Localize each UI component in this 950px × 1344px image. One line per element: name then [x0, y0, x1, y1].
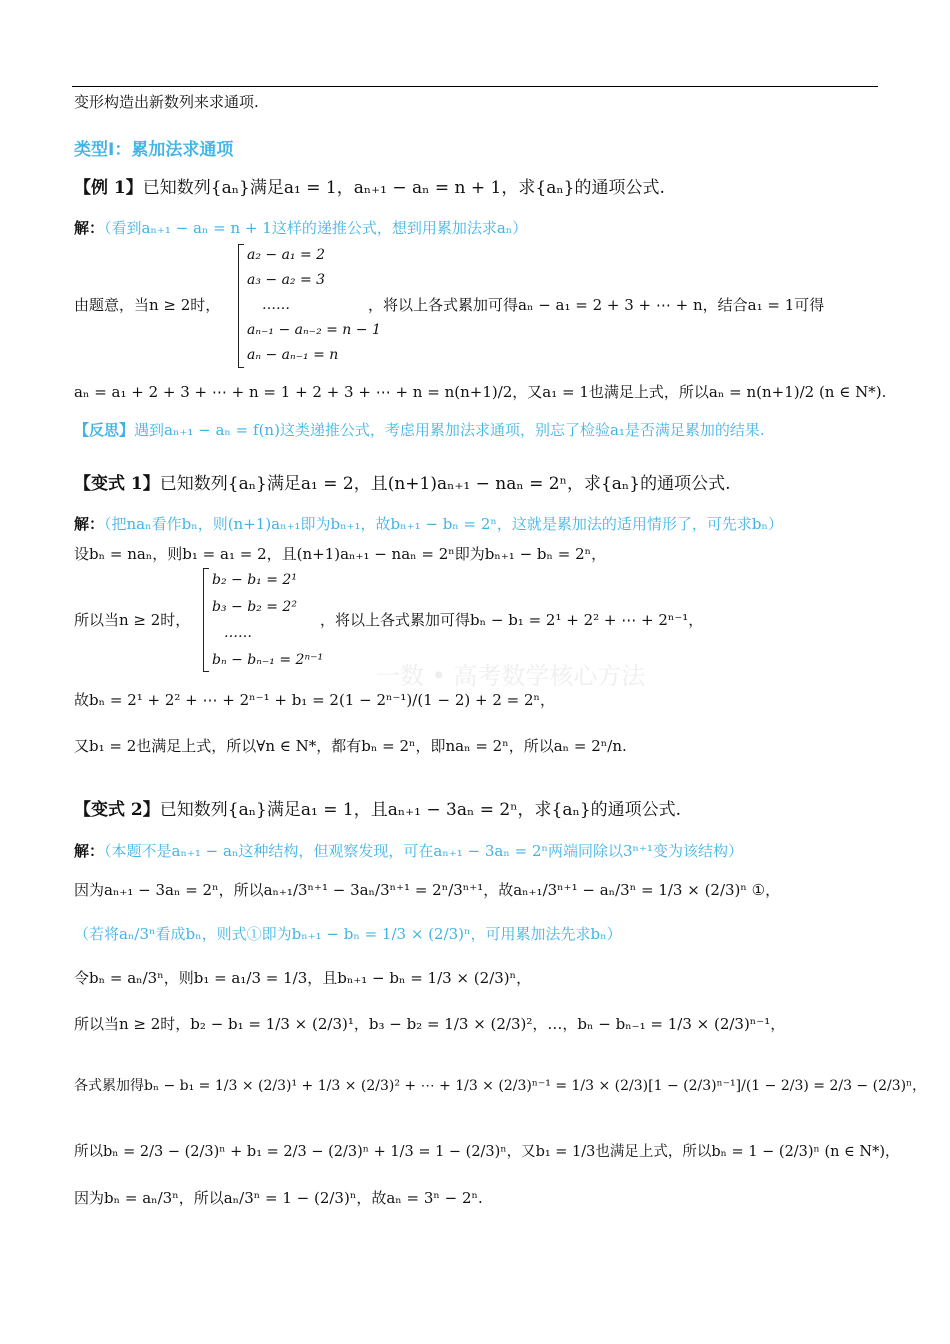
example-1-result: aₙ = a₁ + 2 + 3 + ⋯ + n = 1 + 2 + 3 + ⋯ + n = n(n+1)/2，又a₁ = 1也满足上式，所以aₙ = n(n+1)/2 (n ∈ N*).: [74, 383, 887, 401]
variant-1-label: 【变式 1】: [74, 474, 160, 494]
system-row: ……: [224, 625, 252, 641]
solution-label: 解：: [74, 515, 105, 533]
reflection-text: 遇到aₙ₊₁ − aₙ = f(n)这类递推公式，考虑用累加法求通项，别忘了检验a₁是否满足累加的结果.: [134, 421, 765, 439]
system-row: b₃ − b₂ = 2²: [212, 599, 297, 615]
header-rule: [72, 86, 878, 87]
example-1-accumulate: ，将以上各式累加可得aₙ − a₁ = 2 + 3 + ⋯ + n，结合a₁ = 1可得: [368, 296, 825, 314]
variant-1-accumulate: ，将以上各式累加可得bₙ − b₁ = 2¹ + 2² + ⋯ + 2ⁿ⁻¹，: [320, 611, 704, 629]
system-row: b₂ − b₁ = 2¹: [212, 572, 297, 588]
solution-label: 解：: [74, 219, 105, 237]
system-row: ……: [262, 297, 290, 313]
example-1-problem: [74, 178, 665, 198]
intro-text: 变形构造出新数列来求通项.: [74, 93, 259, 111]
variant-1-line: 又b₁ = 2也满足上式，所以∀n ∈ N*，都有bₙ = 2ⁿ，即naₙ = 2ⁿ，所以aₙ = 2ⁿ/n.: [74, 737, 627, 755]
reflection-label: 【反思】: [74, 421, 135, 439]
solution-label: 解：: [74, 842, 105, 860]
reflection: [74, 420, 765, 440]
variant-2-text: 已知数列{aₙ}满足a₁ = 1，且aₙ₊₁ − 3aₙ = 2ⁿ，求{aₙ}的通项公式.: [159, 800, 682, 820]
variant-2-hint-line: [74, 841, 743, 861]
variant-2-hint-2: （若将aₙ/3ⁿ看成bₙ，则式①即为bₙ₊₁ − bₙ = 1/3 × (2/3)ⁿ，可用累加法先求bₙ）: [74, 925, 622, 943]
variant-2-line: 因为bₙ = aₙ/3ⁿ，所以aₙ/3ⁿ = 1 − (2/3)ⁿ，故aₙ = 3ⁿ − 2ⁿ.: [74, 1189, 483, 1207]
variant-2-line: 所以bₙ = 2/3 − (2/3)ⁿ + b₁ = 2/3 − (2/3)ⁿ + 1/3 = 1 − (2/3)ⁿ，又b₁ = 1/3也满足上式，所以bₙ = 1 − (2/3)ⁿ (n ∈ N*)，: [74, 1144, 900, 1160]
variant-1-line: 设bₙ = naₙ，则b₁ = a₁ = 2，且(n+1)aₙ₊₁ − naₙ = 2ⁿ即为bₙ₊₁ − bₙ = 2ⁿ，: [74, 545, 607, 563]
example-1-lead: 由题意，当n ≥ 2时，: [74, 296, 221, 314]
example-1-text: 已知数列{aₙ}满足a₁ = 1，aₙ₊₁ − aₙ = n + 1，求{aₙ}的通项公式.: [142, 178, 665, 198]
watermark: 一数 • 高考数学核心方法: [376, 662, 646, 690]
example-1-label: 【例 1】: [74, 178, 143, 198]
system-row: aₙ − aₙ₋₁ = n: [247, 347, 339, 363]
system-row: a₃ − a₂ = 3: [247, 272, 326, 288]
variant-1-hint-line: [74, 514, 783, 534]
variant-1-text: 已知数列{aₙ}满足a₁ = 2，且(n+1)aₙ₊₁ − naₙ = 2ⁿ，求{aₙ}的通项公式.: [159, 474, 731, 494]
left-brace: [238, 244, 244, 368]
variant-1-lead: 所以当n ≥ 2时，: [74, 611, 191, 629]
example-1-hint-line: [74, 218, 527, 238]
left-brace: [203, 568, 209, 672]
variant-2-line: 所以当n ≥ 2时，b₂ − b₁ = 1/3 × (2/3)¹，b₃ − b₂ = 1/3 × (2/3)²，…，bₙ − bₙ₋₁ = 1/3 × (2/3)ⁿ⁻¹，: [74, 1015, 786, 1033]
variant-1-hint: （把naₙ看作bₙ，则(n+1)aₙ₊₁即为bₙ₊₁，故bₙ₊₁ − bₙ = 2ⁿ，这就是累加法的适用情形了，可先求bₙ）: [104, 515, 784, 533]
variant-2-line: 令bₙ = aₙ/3ⁿ，则b₁ = a₁/3 = 1/3，且bₙ₊₁ − bₙ = 1/3 × (2/3)ⁿ，: [74, 969, 532, 987]
system-row: aₙ₋₁ − aₙ₋₂ = n − 1: [247, 322, 381, 338]
variant-2-hint: （本题不是aₙ₊₁ − aₙ这种结构，但观察发现，可在aₙ₊₁ − 3aₙ = 2ⁿ两端同除以3ⁿ⁺¹变为该结构）: [104, 842, 743, 860]
variant-2-label: 【变式 2】: [74, 800, 160, 820]
system-row: a₂ − a₁ = 2: [247, 247, 326, 263]
variant-2-problem: [74, 800, 681, 820]
section-title: 类型Ⅰ：累加法求通项: [74, 140, 234, 160]
variant-2-line: 因为aₙ₊₁ − 3aₙ = 2ⁿ，所以aₙ₊₁/3ⁿ⁺¹ − 3aₙ/3ⁿ⁺¹ = 2ⁿ/3ⁿ⁺¹，故aₙ₊₁/3ⁿ⁺¹ − aₙ/3ⁿ = 1/3 × (2/3)ⁿ ①，: [74, 881, 781, 899]
system-row: bₙ − bₙ₋₁ = 2ⁿ⁻¹: [212, 652, 324, 668]
variant-1-line: 故bₙ = 2¹ + 2² + ⋯ + 2ⁿ⁻¹ + b₁ = 2(1 − 2ⁿ⁻¹)/(1 − 2) + 2 = 2ⁿ，: [74, 691, 556, 709]
variant-2-line: 各式累加得bₙ − b₁ = 1/3 × (2/3)¹ + 1/3 × (2/3)² + ⋯ + 1/3 × (2/3)ⁿ⁻¹ = 1/3 × (2/3)[1 − (2/3)ⁿ⁻¹]/(1 − 2/3) = 2/3 − (2/3)ⁿ，: [74, 1078, 927, 1094]
variant-1-problem: [74, 474, 730, 494]
example-1-hint: （看到aₙ₊₁ − aₙ = n + 1这样的递推公式，想到用累加法求aₙ）: [104, 219, 528, 237]
